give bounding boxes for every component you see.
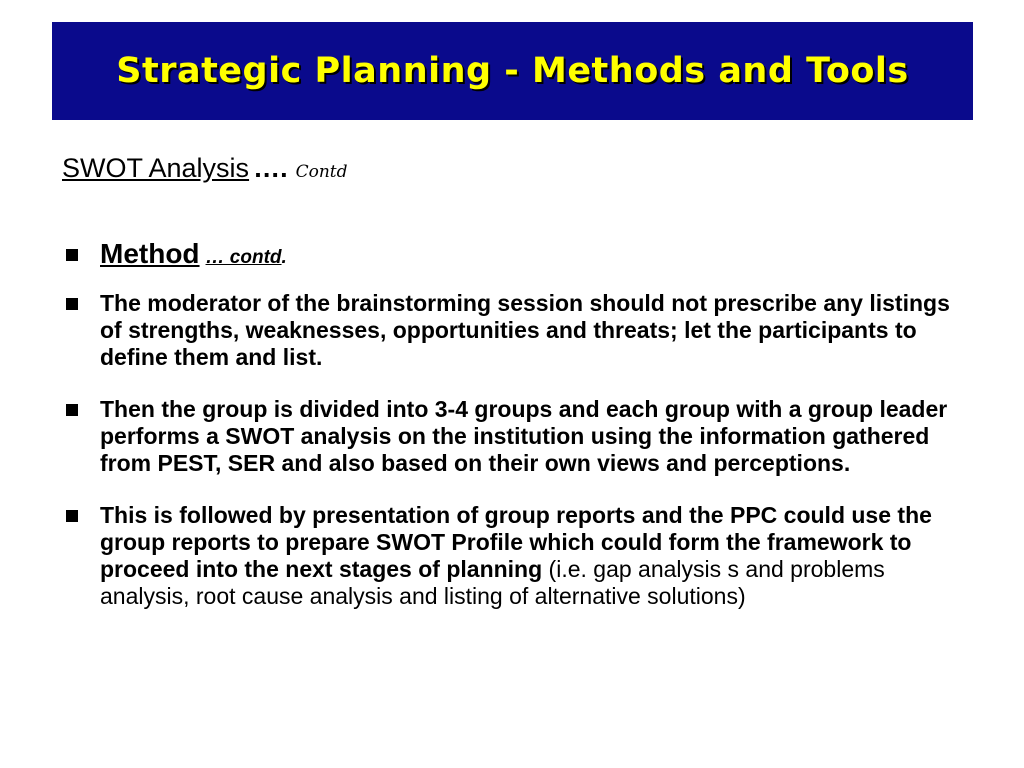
title-bar: [52, 22, 973, 120]
method-contd: [206, 247, 287, 268]
method-label: Method: [100, 238, 200, 269]
square-bullet-icon: [66, 298, 78, 310]
bullet-item: [62, 290, 962, 371]
bullet-list: [62, 236, 962, 635]
bullet-text: Then the group is divided into 3-4 groups and each group with a group leader performs a SWOT analysis on the institution using the information gathered from PEST, SER and also based on their own views and perceptions.: [100, 396, 948, 476]
square-bullet-icon: [66, 249, 78, 261]
bullet-method: [62, 236, 962, 276]
subtitle-contd: Contd: [295, 162, 348, 182]
square-bullet-icon: [66, 404, 78, 416]
method-contd-period: .: [281, 247, 287, 268]
bullet-item: [62, 396, 962, 477]
subtitle-heading: SWOT Analysis: [62, 153, 250, 183]
bullet-item: [62, 502, 962, 610]
square-bullet-icon: [66, 510, 78, 522]
bullet-text-bold: This is followed by presentation of group reports and the PPC could use the group reports to prepare SWOT Profile which could form the framework to proceed into the next stages of planning: [100, 502, 932, 582]
bullet-text-normal: (i.e. gap analysis s and problems analysis, root cause analysis and listing of alternative solutions): [100, 556, 885, 609]
slide-title: Strategic Planning - Methods and Tools: [116, 51, 909, 91]
section-subtitle: [62, 153, 347, 184]
bullet-text: The moderator of the brainstorming session should not prescribe any listings of strengths, weaknesses, opportunities and threats; let the participants to define them and list.: [100, 290, 950, 370]
method-contd-text: … contd: [205, 247, 282, 268]
subtitle-dots: ….: [253, 153, 288, 183]
